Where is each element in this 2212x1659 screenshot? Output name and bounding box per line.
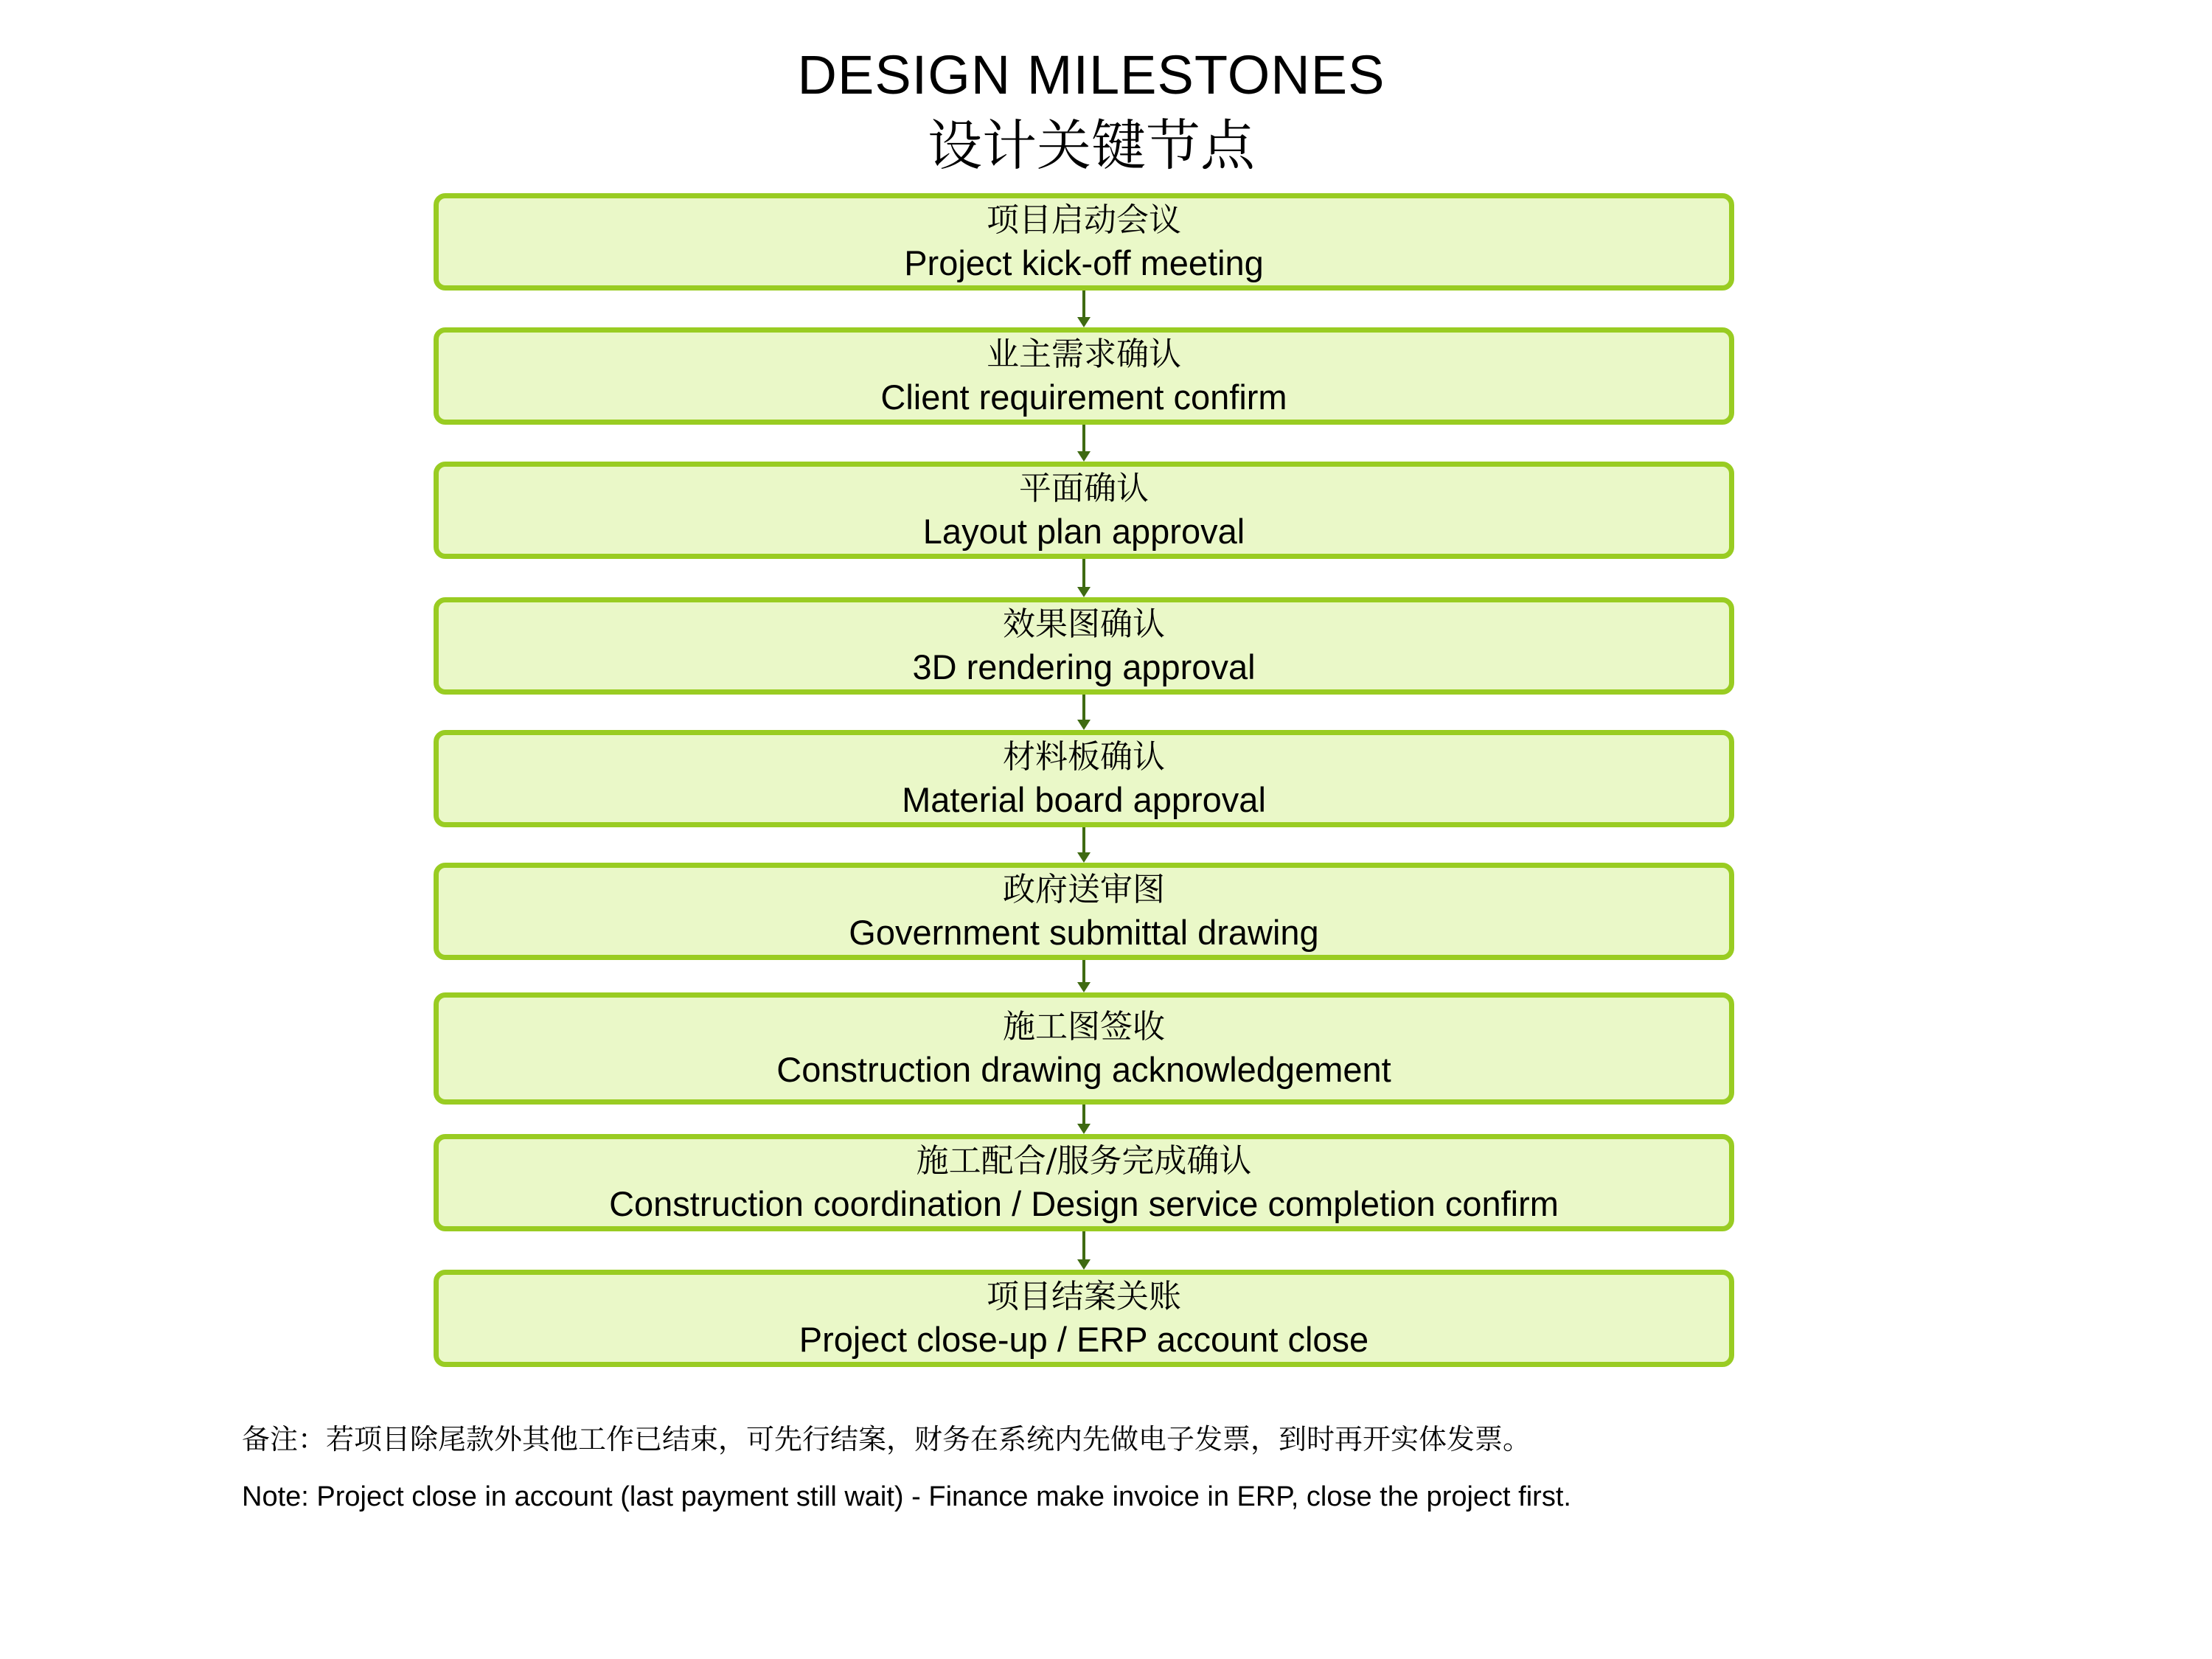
- milestone-step-chinese-label: 施工图签收: [1003, 1008, 1165, 1046]
- milestone-step-english-label: 3D rendering approval: [912, 647, 1256, 686]
- flow-arrow: [1077, 291, 1091, 327]
- milestone-step: [434, 193, 1734, 291]
- page-title: DESIGN MILESTONES: [797, 44, 1385, 105]
- milestone-step-english-label: Material board approval: [902, 780, 1266, 819]
- milestone-step: [434, 1134, 1734, 1231]
- milestone-step: [434, 462, 1734, 559]
- milestone-step-english-label: Construction drawing acknowledgement: [776, 1050, 1391, 1089]
- milestone-step-english-label: Layout plan approval: [922, 512, 1245, 551]
- milestone-step-chinese-label: 平面确认: [1019, 470, 1149, 507]
- milestone-step-english-label: Project kick-off meeting: [904, 243, 1264, 282]
- page-title-chinese: 设计关键节点: [928, 114, 1255, 178]
- milestone-step: [434, 597, 1734, 695]
- flow-arrow: [1077, 960, 1091, 992]
- flow-arrow: [1077, 559, 1091, 597]
- milestone-step-english-label: Government submittal drawing: [849, 913, 1319, 952]
- flow-arrow: [1077, 425, 1091, 462]
- milestone-step-chinese-label: 材料板确认: [1003, 738, 1165, 776]
- milestone-step: [434, 992, 1734, 1105]
- footnote-chinese: 备注：若项目除尾款外其他工作已结束，可先行结案，财务在系统内先做电子发票，到时再开实体发票。: [242, 1423, 1531, 1455]
- milestone-step: [434, 1270, 1734, 1367]
- milestone-step: [434, 327, 1734, 425]
- footnote-english: Note: Project close in account (last payment still wait) - Finance make invoice in ERP, close the project first.: [242, 1481, 1571, 1512]
- milestone-step: [434, 730, 1734, 827]
- milestone-step-english-label: Construction coordination / Design service completion confirm: [609, 1184, 1559, 1223]
- milestone-step-chinese-label: 项目结案关账: [987, 1278, 1181, 1315]
- milestone-step-english-label: Project close-up / ERP account close: [799, 1320, 1369, 1359]
- milestone-step-chinese-label: 施工配合/服务完成确认: [916, 1142, 1252, 1180]
- flow-arrow: [1077, 1105, 1091, 1134]
- milestone-step-chinese-label: 政府送审图: [1003, 871, 1165, 908]
- flow-arrow: [1077, 827, 1091, 863]
- milestone-step: [434, 863, 1734, 960]
- flow-arrow: [1077, 695, 1091, 730]
- milestone-step-chinese-label: 效果图确认: [1003, 605, 1165, 643]
- milestone-step-chinese-label: 项目启动会议: [987, 201, 1181, 239]
- flow-arrow: [1077, 1231, 1091, 1270]
- milestone-step-chinese-label: 业主需求确认: [987, 335, 1181, 373]
- milestone-step-english-label: Client requirement confirm: [880, 378, 1287, 417]
